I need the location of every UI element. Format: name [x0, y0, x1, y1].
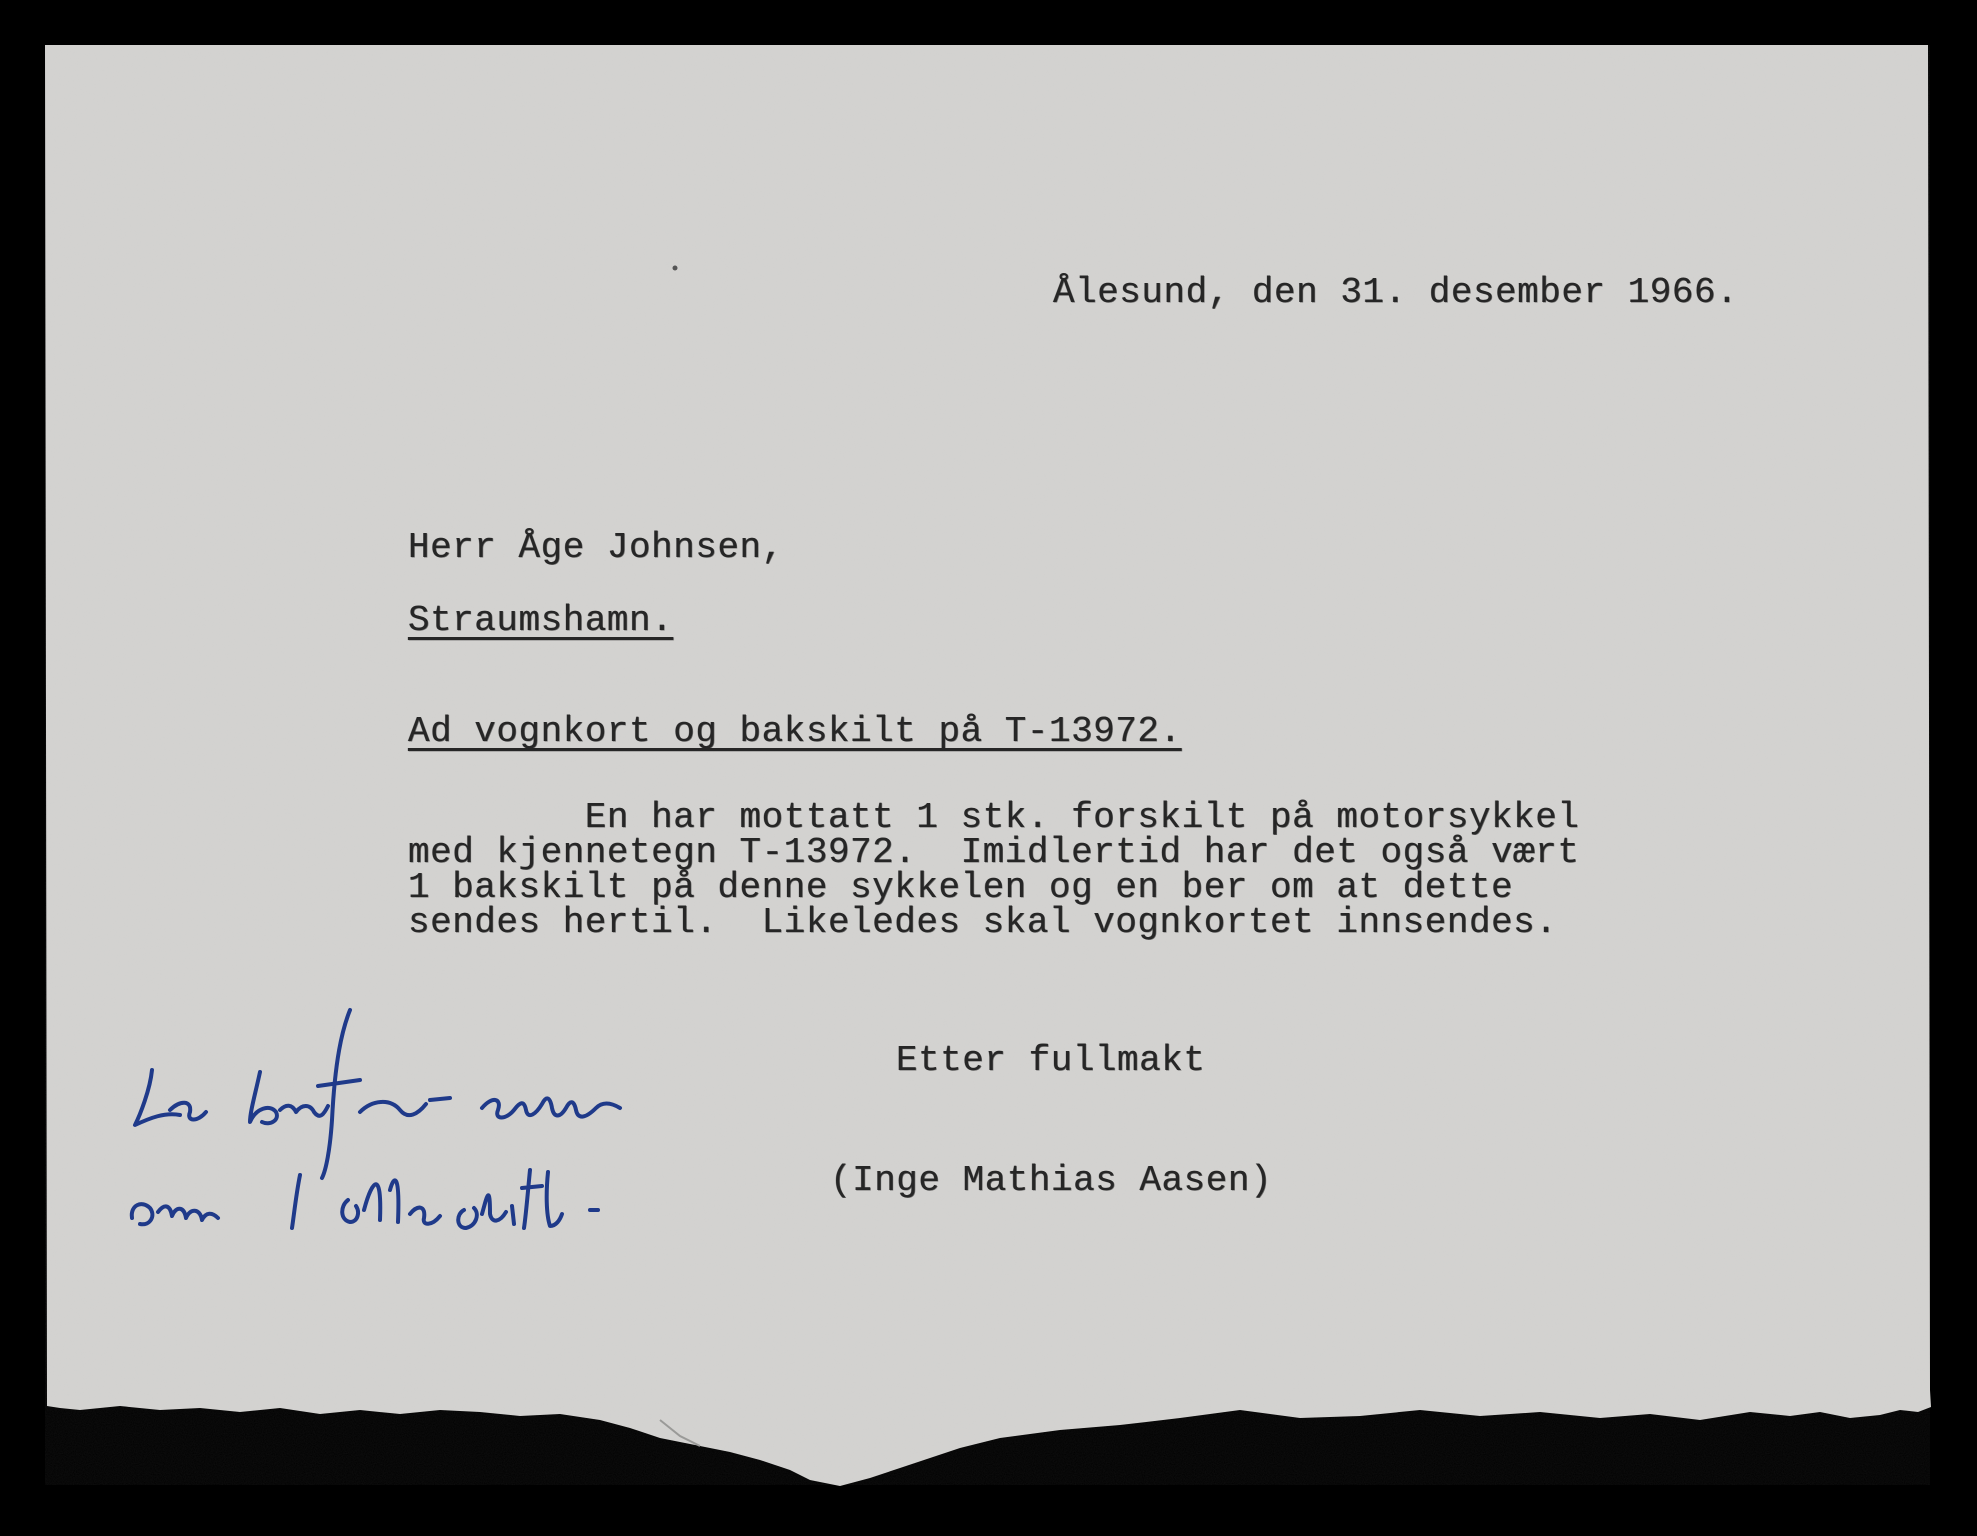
handwriting-line-1	[135, 1010, 620, 1178]
body-line: En har mottatt 1 stk. forskilt på motorsykkel	[408, 797, 1580, 838]
addressee: Herr Åge Johnsen,	[408, 527, 784, 568]
subject-line: Ad vognkort og bakskilt på T-13972.	[408, 711, 1182, 752]
signatory: (Inge Mathias Aasen)	[830, 1160, 1273, 1201]
date-line: Ålesund, den 31. desember 1966.	[1053, 272, 1739, 313]
handwriting-line-2	[132, 1170, 598, 1228]
closing: Etter fullmakt	[896, 1040, 1206, 1081]
body-line: 1 bakskilt på denne sykkelen og en ber om at dette	[408, 867, 1514, 908]
body-paragraph	[408, 797, 1580, 943]
handwritten-note	[110, 1000, 750, 1260]
body-line: sendes hertil. Likeledes skal vognkortet innsendes.	[408, 902, 1558, 943]
body-line: med kjennetegn T-13972. Imidlertid har det også vært	[408, 832, 1580, 873]
place: Straumshamn.	[408, 600, 674, 641]
